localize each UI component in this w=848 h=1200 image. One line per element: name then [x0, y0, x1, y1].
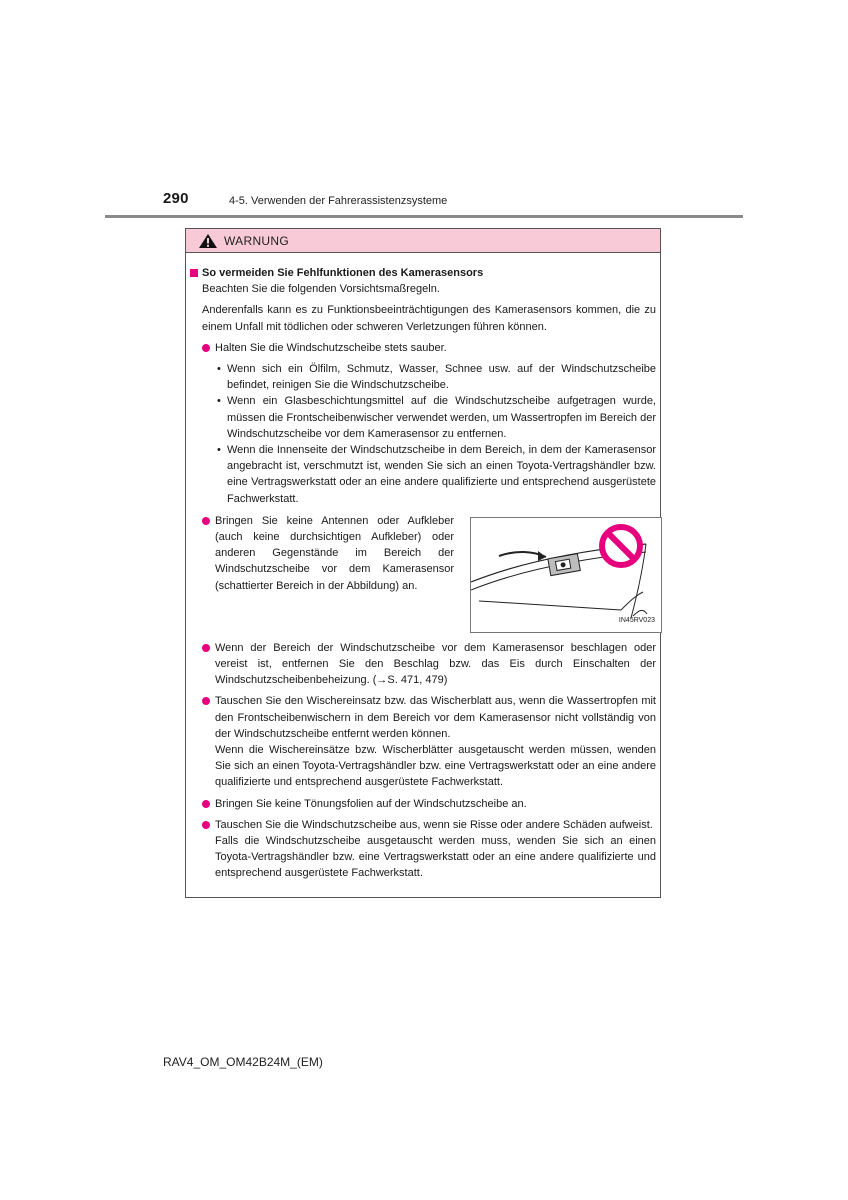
sub-list-item: • Wenn ein Glasbeschichtungsmittel auf die Windschutzscheibe aufgetragen wurde, müssen die Frontscheibenwischer verwendet werden, um Wassertropfen im Bereich der Windschutzscheibe vor dem Kamerasensor zu entfernen. — [217, 395, 656, 440]
sub-list-item: • Wenn sich ein Ölfilm, Schmutz, Wasser, Schnee usw. auf der Windschutzscheibe befindet, reinigen Sie die Windschutzscheibe. — [217, 363, 656, 392]
list-item — [190, 693, 656, 790]
list-item — [190, 640, 656, 689]
warning-title: WARNUNG — [224, 233, 289, 248]
footer-code: RAV4_OM_OM42B24M_(EM) — [163, 1055, 323, 1069]
bullet-continuation: Wenn die Wischereinsätze bzw. Wischerblätter ausgetauscht werden müssen, wenden Sie sich an einen Toyota-Vertragshändler bzw. eine Vertragswerkstatt oder an eine andere qualifizierte und entsprechend ausgerüstete Fachwerkstatt. — [215, 744, 656, 789]
sub-item-text: Wenn die Innenseite der Windschutzscheibe in dem Bereich, in dem der Kamerasensor angebracht ist, verschmutzt ist, wenden Sie sich an einen Toyota-Vertragshändler bzw. eine Vertragswerkstatt oder an eine andere qualifizierte und entsprechend ausgerüstete Fachwerkstatt. — [227, 444, 656, 505]
list-item-with-figure — [190, 513, 656, 635]
sub-item-text: Wenn sich ein Ölfilm, Schmutz, Wasser, Schnee usw. auf der Windschutzscheibe befindet, reinigen Sie die Windschutzscheibe. — [227, 363, 656, 392]
warning-header — [186, 229, 660, 253]
section-title: 4-5. Verwenden der Fahrerassistenzsysteme — [229, 195, 448, 207]
warning-heading-text: So vermeiden Sie Fehlfunktionen des Kamerasensors — [202, 267, 484, 279]
warning-content — [190, 265, 656, 882]
bullet-text: Wenn der Bereich der Windschutzscheibe vor dem Kamerasensor beschlagen oder vereist ist, entfernen Sie den Beschlag bzw. das Eis durch Einschalten der Windschutzscheibenbeheizung. (→S. 471, 479) — [215, 641, 656, 687]
square-bullet-icon — [190, 269, 198, 277]
round-bullet-icon — [202, 344, 210, 352]
sub-list-item: • Wenn die Innenseite der Windschutzscheibe in dem Bereich, in dem der Kamerasensor angebracht ist, verschmutzt ist, wenden Sie sich an einen Toyota-Vertragshändler bzw. eine Vertragswerkstatt oder an eine andere qualifizierte und entsprechend ausgerüstete Fachwerkstatt. — [217, 444, 656, 505]
round-bullet-icon — [202, 800, 210, 808]
round-bullet-icon — [202, 697, 210, 705]
warning-heading — [190, 265, 656, 281]
bullet-text: Bringen Sie keine Tönungsfolien auf der Windschutzscheibe an. — [215, 797, 527, 810]
list-item — [190, 796, 656, 812]
round-bullet-icon — [202, 821, 210, 829]
bullet-continuation: Falls die Windschutzscheibe ausgetauscht werden muss, wenden Sie sich an einen Toyota-Vertragshändler bzw. eine Vertragswerkstatt oder an eine andere qualifizierte und entsprechend ausgerüstete Fachwerkstatt. — [215, 835, 656, 880]
bullet-text: Halten Sie die Windschutzscheibe stets sauber. — [215, 341, 447, 354]
intro-paragraph-1: Beachten Sie die folgenden Vorsichtsmaßregeln. — [202, 283, 440, 296]
header-divider — [105, 215, 743, 218]
windshield-figure — [470, 517, 662, 633]
sub-list — [190, 361, 656, 507]
page-number: 290 — [163, 190, 189, 207]
list-item — [190, 340, 656, 356]
bullet-text: Bringen Sie keine Antennen oder Aufkleber (auch keine durchsichtigen Aufkleber) oder anderen Gegenstände im Bereich der Windschutzscheibe vor dem Kamerasensor (schattierter Bereich in der Abbildung) an. — [215, 514, 454, 592]
warning-box — [185, 228, 661, 898]
round-bullet-icon — [202, 644, 210, 652]
warning-triangle-icon — [198, 233, 218, 249]
figure-code: IN45RV023 — [618, 616, 655, 624]
intro-paragraph-2: Anderenfalls kann es zu Funktionsbeeinträchtigungen des Kamerasensors kommen, die zu einem Unfall mit tödlichen oder schweren Verletzungen führen können. — [202, 304, 656, 333]
round-bullet-icon — [202, 517, 210, 525]
list-item — [190, 817, 656, 882]
sub-item-text: Wenn ein Glasbeschichtungsmittel auf die Windschutzscheibe aufgetragen wurde, müssen die Frontscheibenwischer verwendet werden, um Wassertropfen im Bereich der Windschutzscheibe vor dem Kamerasensor zu entfernen. — [227, 395, 656, 440]
bullet-text: Tauschen Sie den Wischereinsatz bzw. das Wischerblatt aus, wenn die Wassertropfen mit den Frontscheibenwischern in dem Bereich vor dem Kamerasensor nicht vollständig von der Windschutzscheibe entfernt werden können. — [215, 695, 656, 740]
prohibition-icon — [602, 527, 640, 565]
bullet-text: Tauschen Sie die Windschutzscheibe aus, wenn sie Risse oder andere Schäden aufweist. — [215, 818, 653, 831]
